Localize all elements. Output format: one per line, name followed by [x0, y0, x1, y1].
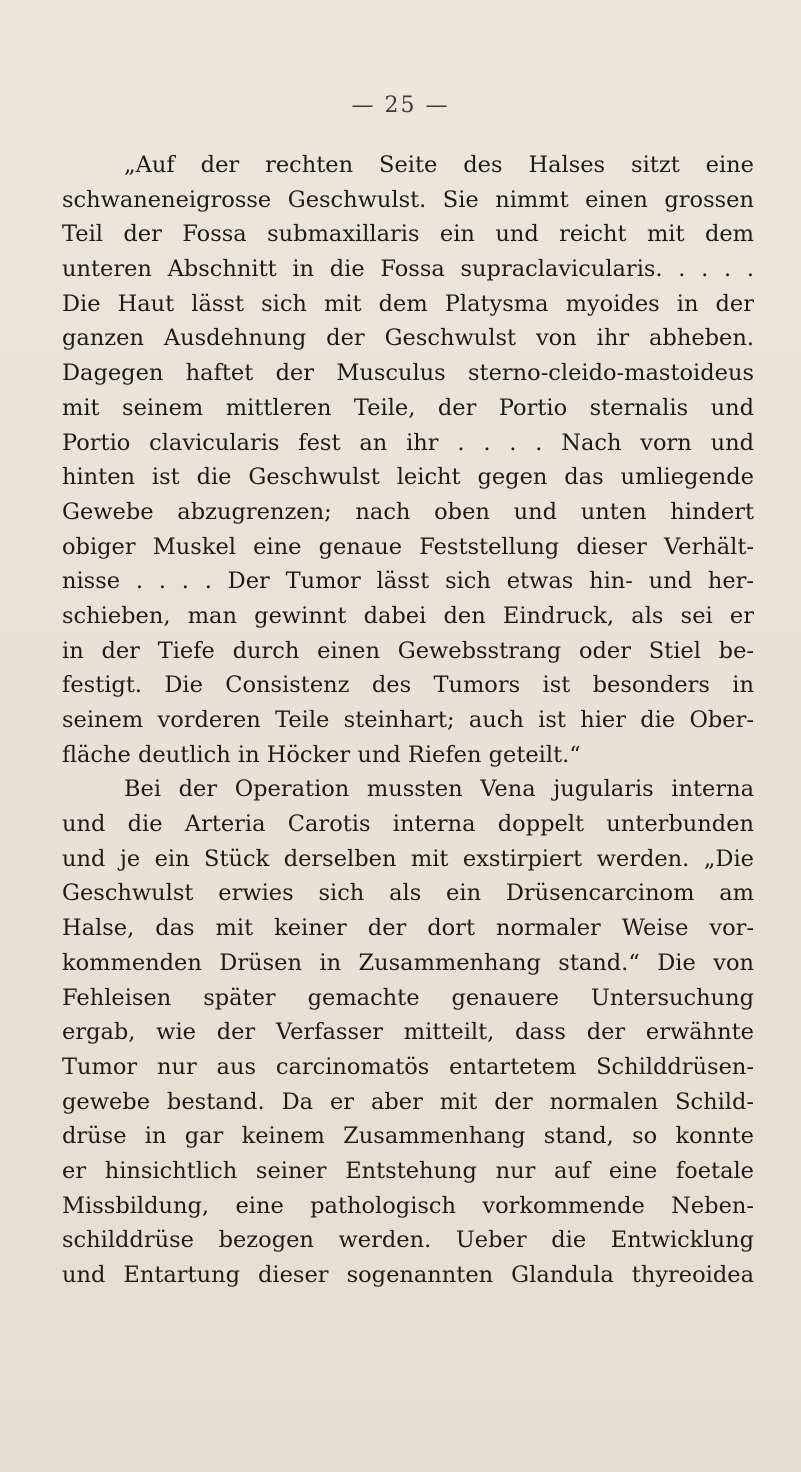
- text-line: unteren Abschnitt in die Fossa supraclavicularis. . . . .: [62, 256, 754, 283]
- text-line: ganzen Ausdehnung der Geschwulst von ihr abheben.: [62, 325, 754, 352]
- text-line: schwaneneigrosse Geschwulst. Sie nimmt einen grossen: [62, 186, 754, 213]
- text-line: und die Arteria Carotis interna doppelt unterbunden: [62, 811, 754, 838]
- text-line: fläche deutlich in Höcker und Riefen geteilt.“: [62, 741, 581, 768]
- text-line: Dagegen haftet der Musculus sterno-cleido-mastoideus: [62, 360, 754, 387]
- text-line: Halse, das mit keiner der dort normaler Weise vor-: [62, 915, 754, 942]
- text-line: Portio clavicularis fest an ihr . . . . Nach vorn und: [62, 429, 754, 456]
- text-line: Gewebe abzugrenzen; nach oben und unten hindert: [62, 498, 754, 525]
- text-line: kommenden Drüsen in Zusammenhang stand.“ Die von: [62, 949, 754, 976]
- text-line: Teil der Fossa submaxillaris ein und reicht mit dem: [62, 221, 754, 248]
- text-line: Tumor nur aus carcinomatös entartetem Schilddrüsen-: [62, 1053, 754, 1080]
- text-line: hinten ist die Geschwulst leicht gegen das umliegende: [62, 464, 754, 491]
- text-line: gewebe bestand. Da er aber mit der normalen Schild-: [62, 1088, 754, 1115]
- text-line: obiger Muskel eine genaue Feststellung dieser Verhält-: [62, 533, 754, 560]
- text-line: Geschwulst erwies sich als ein Drüsencarcinom am: [62, 880, 754, 907]
- text-line: Die Haut lässt sich mit dem Platysma myoides in der: [62, 290, 754, 317]
- text-line: seinem vorderen Teile steinhart; auch ist hier die Ober-: [62, 707, 754, 733]
- text-line: und Entartung dieser sogenannten Glandula thyreoidea: [62, 1262, 754, 1288]
- text-line: Missbildung, eine pathologisch vorkommende Neben-: [62, 1192, 754, 1219]
- text-line: in der Tiefe durch einen Gewebsstrang oder Stiel be-: [62, 637, 754, 664]
- page-number: — 25 —: [351, 93, 450, 118]
- text-line: mit seinem mittleren Teile, der Portio sternalis und: [62, 394, 754, 421]
- body-text: [62, 148, 754, 1293]
- text-line: schieben, man gewinnt dabei den Eindruck, als sei er: [62, 602, 754, 629]
- text-line: Bei der Operation mussten Vena jugularis interna: [124, 776, 754, 803]
- text-line: „Auf der rechten Seite des Halses sitzt eine: [124, 152, 754, 178]
- text-line: ergab, wie der Verfasser mitteilt, dass der erwähnte: [62, 1019, 754, 1046]
- text-line: und je ein Stück derselben mit exstirpiert werden. „Die: [62, 845, 754, 872]
- text-line: er hinsichtlich seiner Entstehung nur auf eine foetale: [62, 1157, 754, 1184]
- text-line: nisse . . . . Der Tumor lässt sich etwas hin- und her-: [62, 568, 754, 595]
- text-line: schilddrüse bezogen werden. Ueber die Entwicklung: [62, 1227, 754, 1254]
- text-line: Fehleisen später gemachte genauere Untersuchung: [62, 984, 754, 1011]
- text-line: drüse in gar keinem Zusammenhang stand, so konnte: [62, 1123, 754, 1150]
- text-line: festigt. Die Consistenz des Tumors ist besonders in: [62, 672, 754, 699]
